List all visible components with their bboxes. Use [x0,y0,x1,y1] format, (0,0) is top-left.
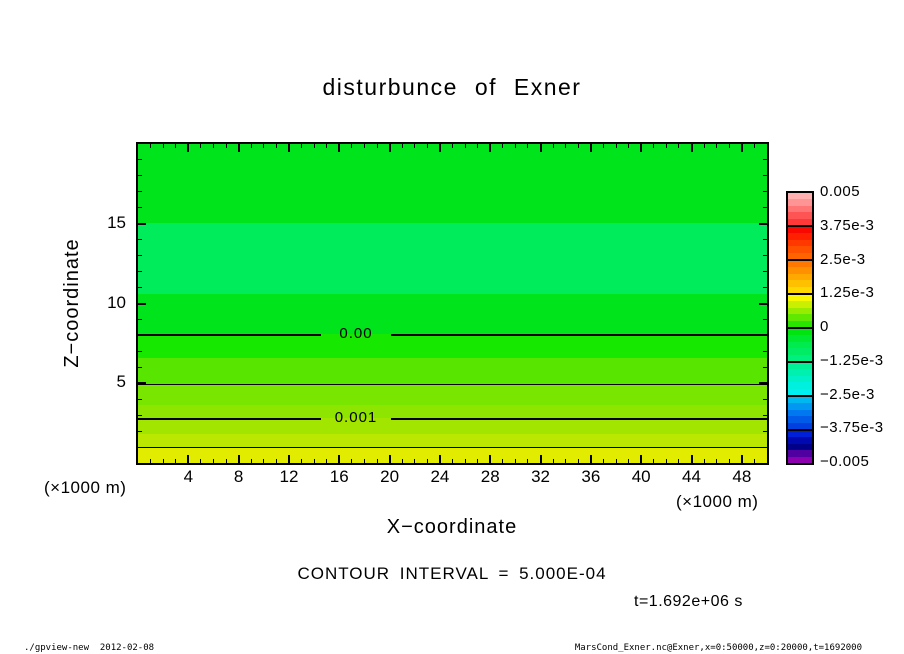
z-axis-tick [138,191,142,192]
x-axis-tick [515,459,516,463]
z-axis-tick [763,271,767,272]
x-axis-tick [553,144,554,148]
x-axis-tick [578,144,579,148]
footer-source-text: MarsCond_Exner.nc@Exner,x=0:50000,z=0:20000,t=1692000 [574,643,862,653]
x-axis-tick [288,144,290,152]
x-tick-label: 40 [631,467,651,486]
x-axis-tick [301,144,302,148]
x-axis-tick [477,459,478,463]
x-tick-label: 24 [430,467,450,486]
x-axis-label: X−coordinate [386,516,518,538]
x-axis-tick [603,459,604,463]
x-axis-tick [150,459,151,463]
x-axis-tick [628,144,629,148]
x-axis-tick [540,455,542,463]
x-axis-tick [741,144,743,152]
x-axis-tick [465,459,466,463]
x-axis-tick [603,144,604,148]
x-axis-tick [314,459,315,463]
x-axis-tick [200,459,201,463]
x-axis-tick [691,455,693,463]
chart-title: disturbunce of Exner [322,74,582,100]
z-axis-tick [763,319,767,320]
x-axis-tick [175,144,176,148]
x-axis-tick [226,144,227,148]
x-axis-tick [163,459,164,463]
colorbar-stripe [788,355,812,361]
x-axis-tick [653,144,654,148]
z-tick-label: 10 [107,292,126,312]
colorbar-stripe [788,321,812,327]
z-axis-tick [763,351,767,352]
x-axis-tick [616,144,617,148]
z-axis-tick [763,399,767,400]
x-axis-tick [402,459,403,463]
x-axis-tick [653,459,654,463]
z-axis-tick [763,175,767,176]
z-axis-tick [763,415,767,416]
z-axis-tick [138,335,142,336]
x-axis-tick [628,459,629,463]
x-axis-tick [238,144,240,152]
shade-band [138,405,767,419]
colorbar-segment [788,193,812,227]
x-axis-tick [666,459,667,463]
x-axis-tick [263,144,264,148]
footer-command-text: ./gpview-new 2012-02-08 [24,643,155,653]
z-axis-tick [138,399,142,400]
z-axis-tick [138,175,142,176]
x-axis-tick [489,455,491,463]
z-axis-tick [138,207,142,208]
z-axis-tick [763,255,767,256]
x-axis-tick [377,459,378,463]
z-axis-tick [763,207,767,208]
x-axis-tick [489,144,491,152]
x-axis-tick [414,144,415,148]
z-axis-tick [763,239,767,240]
z-axis-tick [138,303,146,305]
x-tick-label: 12 [279,467,299,486]
x-axis-tick [389,144,391,152]
x-tick-label: 36 [581,467,601,486]
contour-line [138,384,767,385]
x-axis-tick [439,455,441,463]
colorbar-stripe [788,219,812,225]
x-axis-tick [213,144,214,148]
z-axis-tick [138,382,146,384]
contour-line [138,418,321,420]
x-tick-label: 48 [732,467,752,486]
x-axis-tick [326,459,327,463]
x-axis-tick [213,459,214,463]
colorbar-tick-label: 2.5e-3 [820,250,866,268]
x-tick-label: 8 [233,467,244,486]
colorbar [786,191,814,465]
shade-band [138,358,767,384]
z-axis-tick [763,191,767,192]
x-axis-tick [704,144,705,148]
x-axis-tick [452,144,453,148]
x-tick-label: 32 [531,467,550,486]
x-axis-tick [150,144,151,148]
x-axis-tick [502,459,503,463]
colorbar-tick-label: −0.005 [820,453,870,470]
x-tick-label: 4 [183,467,194,486]
colorbar-segment [788,329,812,363]
colorbar-tick-label: 0.005 [820,183,861,200]
contour-label: 0.00 [339,325,373,342]
colorbar-segment [788,261,812,295]
x-axis-tick [565,144,566,148]
x-axis-tick [251,144,252,148]
shade-band [138,418,767,433]
colorbar-tick-label: −2.5e-3 [820,385,875,403]
x-axis-tick [666,144,667,148]
x-axis-tick [288,455,290,463]
x-axis-tick [452,459,453,463]
x-axis-tick [477,144,478,148]
z-axis-tick [763,367,767,368]
x-axis-tick [314,144,315,148]
z-axis-tick [138,239,142,240]
z-axis-tick [138,415,142,416]
colorbar-stripe [788,287,812,293]
z-axis-label: Z−coordinate [61,238,83,368]
colorbar-segment [788,431,812,463]
z-axis-tick [763,159,767,160]
shade-band [138,294,767,334]
x-axis-tick [200,144,201,148]
z-axis-tick [763,431,767,432]
z-tick-label: 15 [107,212,126,232]
x-axis-tick [716,144,717,148]
z-axis-tick [138,367,142,368]
x-axis-tick [187,144,189,152]
colorbar-tick-label: −1.25e-3 [820,351,884,369]
x-axis-tick [540,144,542,152]
x-axis-tick [427,459,428,463]
x-tick-label: 44 [682,467,701,486]
contour-label: 0.001 [334,409,378,426]
contour-line [138,447,767,448]
x-axis-unit-label: (×1000 m) [676,492,759,511]
x-tick-label: 28 [480,467,500,486]
z-axis-tick [138,223,146,225]
x-axis-tick [187,455,189,463]
x-axis-tick [389,455,391,463]
z-axis-tick [759,223,767,225]
contour-line [391,334,767,336]
shade-band [138,223,767,294]
x-axis-tick [364,459,365,463]
x-axis-tick [704,459,705,463]
x-axis-tick [251,459,252,463]
colorbar-segment [788,227,812,261]
x-axis-tick [515,144,516,148]
colorbar-stripe [788,423,812,429]
x-axis-tick [678,459,679,463]
x-axis-tick [351,144,352,148]
x-axis-tick [326,144,327,148]
x-axis-tick [590,144,592,152]
plot-area [136,142,769,465]
x-axis-tick [465,144,466,148]
shade-band [138,334,767,358]
colorbar-tick-label: 1.25e-3 [820,284,875,302]
x-axis-tick [527,459,528,463]
x-axis-tick [377,144,378,148]
contour-line [391,418,767,420]
x-axis-tick [351,459,352,463]
x-axis-tick [590,455,592,463]
x-axis-tick [276,144,277,148]
x-axis-tick [729,144,730,148]
contour-line [138,334,321,336]
x-axis-tick [364,144,365,148]
shade-band [138,384,767,405]
time-text: t=1.692e+06 s [634,593,743,610]
z-axis-tick [763,335,767,336]
colorbar-tick-label: 0 [820,318,829,335]
x-axis-tick [427,144,428,148]
z-axis-tick [138,271,142,272]
shade-band [138,144,767,223]
x-axis-tick [553,459,554,463]
x-axis-tick [414,459,415,463]
x-axis-tick [238,455,240,463]
x-axis-tick [175,459,176,463]
x-axis-tick [754,459,755,463]
x-axis-tick [754,144,755,148]
x-axis-tick [338,144,340,152]
x-axis-tick [741,455,743,463]
x-axis-tick [640,455,642,463]
x-axis-tick [527,144,528,148]
z-axis-tick [763,447,767,448]
x-axis-tick [263,459,264,463]
colorbar-tick-label: 3.75e-3 [820,216,875,234]
x-axis-tick [578,459,579,463]
colorbar-stripe [788,253,812,259]
x-axis-tick [402,144,403,148]
shade-band [138,434,767,447]
colorbar-segment [788,397,812,431]
z-axis-tick [138,255,142,256]
x-axis-tick [716,459,717,463]
x-axis-tick [678,144,679,148]
x-axis-tick [338,455,340,463]
x-axis-tick [565,459,566,463]
contour-interval-text: CONTOUR INTERVAL = 5.000E-04 [297,564,607,583]
z-tick-label: 5 [116,372,126,392]
x-axis-tick [616,459,617,463]
z-axis-tick [138,431,142,432]
x-tick-label: 16 [329,467,349,486]
z-axis-tick [759,303,767,305]
z-axis-tick [763,287,767,288]
x-axis-tick [502,144,503,148]
z-axis-tick [138,447,142,448]
colorbar-stripe [788,389,812,395]
x-axis-tick [276,459,277,463]
colorbar-segment [788,363,812,397]
x-axis-tick [301,459,302,463]
x-axis-tick [729,459,730,463]
z-axis-tick [138,159,142,160]
x-axis-tick [640,144,642,152]
x-axis-tick [439,144,441,152]
z-axis-tick [138,351,142,352]
z-axis-tick [138,319,142,320]
z-axis-tick [759,382,767,384]
colorbar-tick-label: −3.75e-3 [820,419,884,437]
z-axis-tick [138,287,142,288]
z-axis-unit-label: (×1000 m) [44,478,127,497]
colorbar-stripe [788,457,812,463]
x-axis-tick [163,144,164,148]
colorbar-segment [788,295,812,329]
x-tick-label: 20 [380,467,400,486]
x-axis-tick [691,144,693,152]
x-axis-tick [226,459,227,463]
